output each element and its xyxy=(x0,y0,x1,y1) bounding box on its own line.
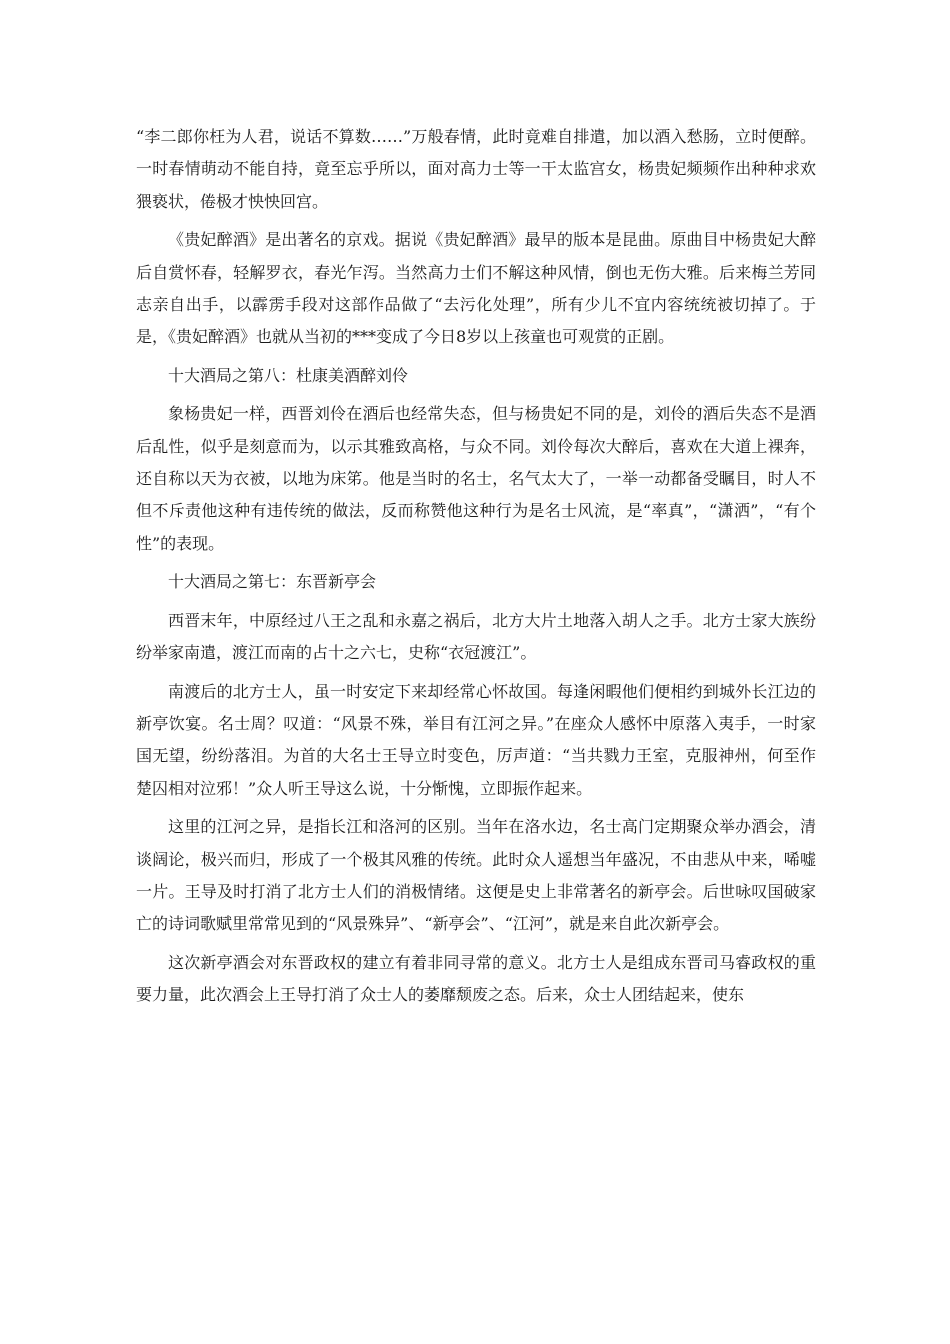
section-heading-eighth: 十大酒局之第八：杜康美酒醉刘伶 xyxy=(168,365,409,385)
paragraph-xinting-significance: 这次新亭酒会对东晋政权的建立有着非同寻常的意义。北方士人是组成东晋司马睿政权的重要力量，此次酒会上王导打消了众士人的萎靡颓废之态。后来，众士人团结起来，使东 xyxy=(136,952,816,1005)
paragraph-western-jin-end: 西晋末年，中原经过八王之乱和永嘉之祸后，北方大片土地落入胡人之手。北方士家大族纷纷举家南遣，渡江而南的占十之六七，史称“衣冠渡江”。 xyxy=(136,610,816,663)
paragraph-liu-ling: 象杨贵妃一样，西晋刘伶在酒后也经常失态，但与杨贵妃不同的是，刘伶的酒后失态不是酒后乱性，似乎是刻意而为，以示其雅致高格，与众不同。刘伶每次大醉后，喜欢在大道上裸奔，还自称以天为衣被，以地为床笫。他是当时的名士，名气太大了，一举一动都备受瞩目，时人不但不斥责他这种有违传统的做法，反而称赞他这种行为是名士风流，是“率真”，“潇洒”，“有个性”的表现。 xyxy=(136,404,816,553)
document-body xyxy=(136,121,816,1018)
paragraph-northern-scholars: 南渡后的北方士人，虽一时安定下来却经常心怀故国。每逢闲暇他们便相约到城外长江边的新亭饮宴。名士周？叹道：“风景不殊，举目有江河之异。”在座众人感怀中原落入夷手，一时家国无望，纷纷落泪。为首的大名士王导立时变色，厉声道：“当共戮力王室，克服神州，何至作楚囚相对泣邪！”众人听王导这么说，十分惭愧，立即振作起来。 xyxy=(136,681,816,798)
paragraph-jianghe-zhiyi: 这里的江河之异，是指长江和洛河的区别。当年在洛水边，名士高门定期聚众举办酒会，清谈阔论，极兴而归，形成了一个极其风雅的传统。此时众人遥想当年盛况，不由悲从中来，唏嘘一片。王导及时打消了北方士人们的消极情绪。这便是史上非常著名的新亭会。后世咏叹国破家亡的诗词歌赋里常常见到的“风景殊异”、“新亭会”、“江河”，就是来自此次新亭会。 xyxy=(136,817,816,934)
paragraph-continuation: “李二郎你枉为人君，说话不算数……”万般春情，此时竟难自排遣，加以酒入愁肠，立时便醉。一时春情萌动不能自持，竟至忘乎所以，面对高力士等一干太监宫女，杨贵妃频频作出种种求欢猥亵状，倦极才怏怏回宫。 xyxy=(136,127,816,211)
section-heading-seventh: 十大酒局之第七：东晋新亭会 xyxy=(168,572,377,592)
paragraph-guifei-zuijiu: 《贵妃醉酒》是出著名的京戏。据说《贵妃醉酒》最早的版本是昆曲。原曲目中杨贵妃大醉后自赏怀春，轻解罗衣，春光乍泻。当然高力士们不解这种风情，倒也无伤大雅。后来梅兰芳同志亲自出手，以霹雳手段对这部作品做了“去污化处理”，所有少儿不宜内容统统被切掉了。于是，《贵妃醉酒》也就从当初的***变成了今日8岁以上孩童也可观赏的正剧。 xyxy=(136,230,816,347)
